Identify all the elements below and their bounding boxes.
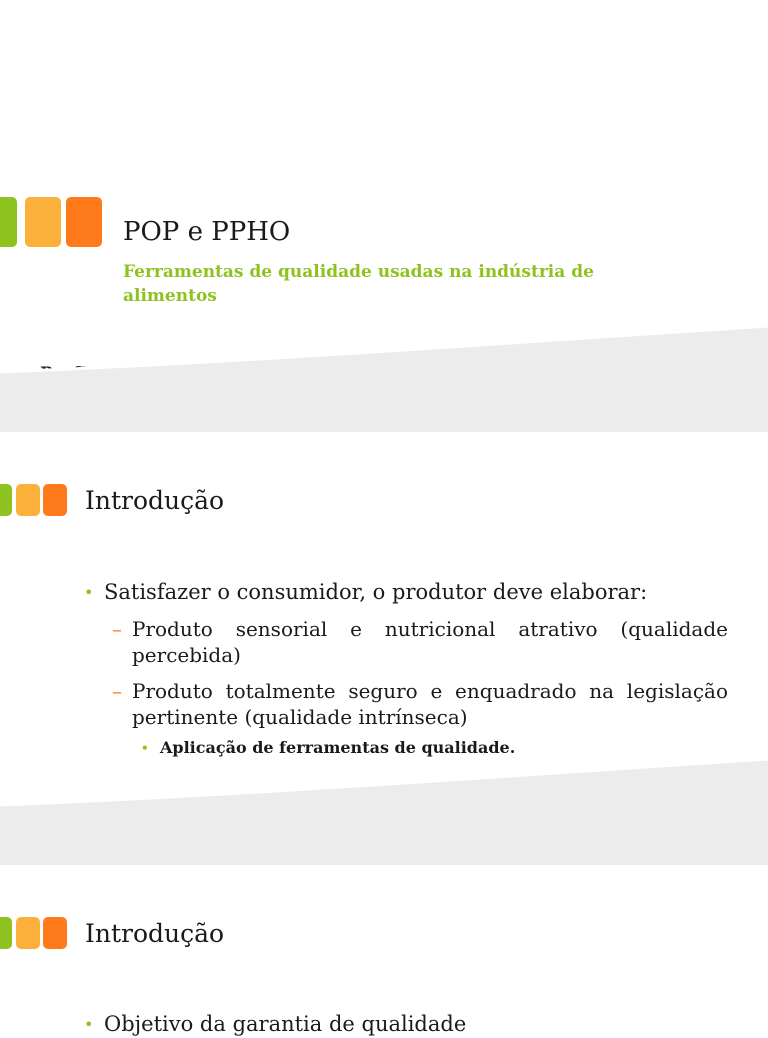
sub-bullet-text-line2: pertinente (qualidade intrínseca)	[132, 705, 468, 729]
bullet-icon: •	[141, 741, 149, 755]
bullet-icon: •	[84, 1015, 94, 1034]
presentation-title: POP e PPHO	[123, 217, 291, 247]
sub-bullet-text-line1: Produto sensorial e nutricional atrativo (qualidade	[132, 617, 728, 641]
sub-bullet-text-line2: percebida)	[132, 643, 241, 667]
bullet-icon: •	[84, 583, 94, 602]
sub-bullet-item	[112, 616, 728, 668]
bullet-text: Objetivo da garantia de qualidade	[104, 1012, 467, 1036]
orange-square-icon	[43, 484, 67, 516]
bullet-item	[84, 579, 734, 605]
green-square-icon	[0, 484, 12, 516]
sub-bullet-text-line1: Produto totalmente seguro e enquadrado na legislação	[132, 679, 728, 703]
swoosh-decoration	[0, 322, 768, 432]
bullet-text: Satisfazer o consumidor, o produtor deve elaborar:	[104, 580, 648, 604]
slide-heading: Introdução	[85, 486, 225, 515]
slide-introducao-1	[0, 433, 768, 865]
yellow-square-icon	[25, 197, 61, 247]
green-square-icon	[0, 197, 17, 247]
bullet-item	[84, 1011, 734, 1037]
slide-title	[0, 0, 768, 432]
dash-icon: –	[112, 679, 122, 703]
yellow-square-icon	[16, 917, 40, 949]
slide-heading: Introdução	[85, 919, 225, 948]
orange-square-icon	[43, 917, 67, 949]
dash-icon: –	[112, 617, 122, 641]
yellow-square-icon	[16, 484, 40, 516]
sub-bullet-item	[112, 678, 728, 730]
swoosh-decoration	[0, 755, 768, 865]
orange-square-icon	[66, 197, 102, 247]
sub-sub-bullet-text: Aplicação de ferramentas de qualidade.	[160, 738, 516, 757]
slide-introducao-2	[0, 866, 768, 1036]
presentation-subtitle: Ferramentas de qualidade usadas na indústria de alimentos	[123, 262, 594, 306]
green-square-icon	[0, 917, 12, 949]
